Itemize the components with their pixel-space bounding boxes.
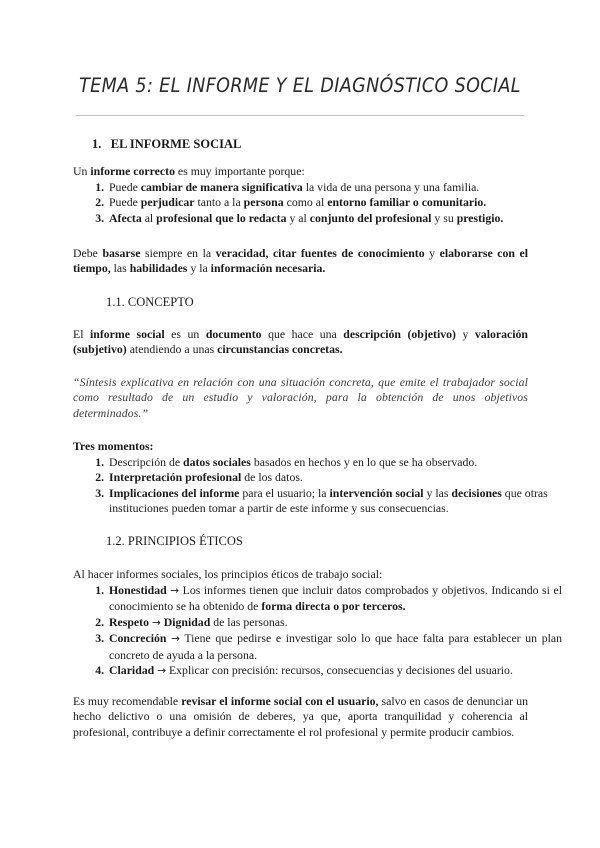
principles-list xyxy=(73,583,562,679)
final-paragraph: Es muy recomendable revisar el informe social con el usuario, salvo en casos de denunciar un hecho delictivo o una omisión de deberes, ya que, aporta tranquilidad y coherencia al profesional, contribuye a definir correctamente el rol profesional y permite producir cambios. xyxy=(73,694,528,739)
list-item: 1. Honestidad → Los informes tienen que incluir datos comprobados y objetivos. Indicando si el conocimiento se ha obtenido de forma directa o por terceros. xyxy=(107,583,562,615)
document-title: TEMA 5: EL INFORME Y EL DIAGNÓSTICO SOCIAL xyxy=(79,74,521,97)
list-item: 2. Puede perjudicar tanto a la persona como al entorno familiar o comunitario. xyxy=(107,195,562,210)
section-1-2-heading: 1.2. PRINCIPIOS ÉTICOS xyxy=(106,534,243,548)
intro-paragraph xyxy=(73,164,528,179)
list-item: 2. Respeto → Dignidad de las personas. xyxy=(107,615,562,631)
list-item: 4. Claridad → Explicar con precisión: recursos, consecuencias y decisiones del usuario. xyxy=(107,663,562,679)
moments-list xyxy=(73,455,562,517)
arrow-icon: → xyxy=(170,585,180,597)
list-item: 1. Puede cambiar de manera significativa la vida de una persona y una familia. xyxy=(107,180,562,195)
debe-paragraph: Debe basarse siempre en la veracidad, citar fuentes de conocimiento y elaborarse con el tiempo, las habilidades y la información necesaria. xyxy=(73,246,528,276)
title-divider xyxy=(76,115,524,116)
tres-momentos-heading: Tres momentos: xyxy=(73,439,154,453)
section-1-1-heading: 1.1. CONCEPTO xyxy=(106,295,194,309)
section-1-heading xyxy=(92,137,547,152)
intro-bold: informe correcto xyxy=(90,164,175,178)
list-item: 3. Implicaciones del informe para el usuario; la intervención social y las decisiones que otras instituciones pueden tomar a partir de este informe y sus consecuencias. xyxy=(107,486,562,517)
arrow-icon: → xyxy=(171,633,180,646)
arrow-icon: → xyxy=(157,665,166,678)
list-item: 1. Descripción de datos sociales basados en hechos y en lo que se ha observado. xyxy=(107,455,562,470)
intro-text-end: es muy importante porque: xyxy=(174,164,305,178)
list-item: 3. Afecta al profesional que lo redacta y al conjunto del profesional y su prestigio. xyxy=(107,211,562,226)
arrow-icon: → xyxy=(151,616,161,629)
definition-quote: “Síntesis explicativa en relación con una situación concreta, que emite el trabajador social como resultado de un estudio y valoración, para la obtención de unos objetivos determinados.” xyxy=(73,375,528,420)
list-item: 3. Concreción → Tiene que pedirse e investigar solo lo que hace falta para establecer un plan concreto de ayuda a la persona. xyxy=(107,631,562,663)
intro-text: Un xyxy=(73,164,91,178)
section-1-title: EL INFORME SOCIAL xyxy=(110,137,242,151)
reasons-list xyxy=(73,180,562,226)
section-1-number: 1. xyxy=(92,137,102,151)
principios-intro: Al hacer informes sociales, los principios éticos de trabajo social: xyxy=(73,567,383,581)
concepto-paragraph: El informe social es un documento que hace una descripción (objetivo) y valoración (subjetivo) atendiendo a unas circunstancias concretas. xyxy=(73,327,528,357)
list-item: 2. Interpretación profesional de los datos. xyxy=(107,470,562,485)
